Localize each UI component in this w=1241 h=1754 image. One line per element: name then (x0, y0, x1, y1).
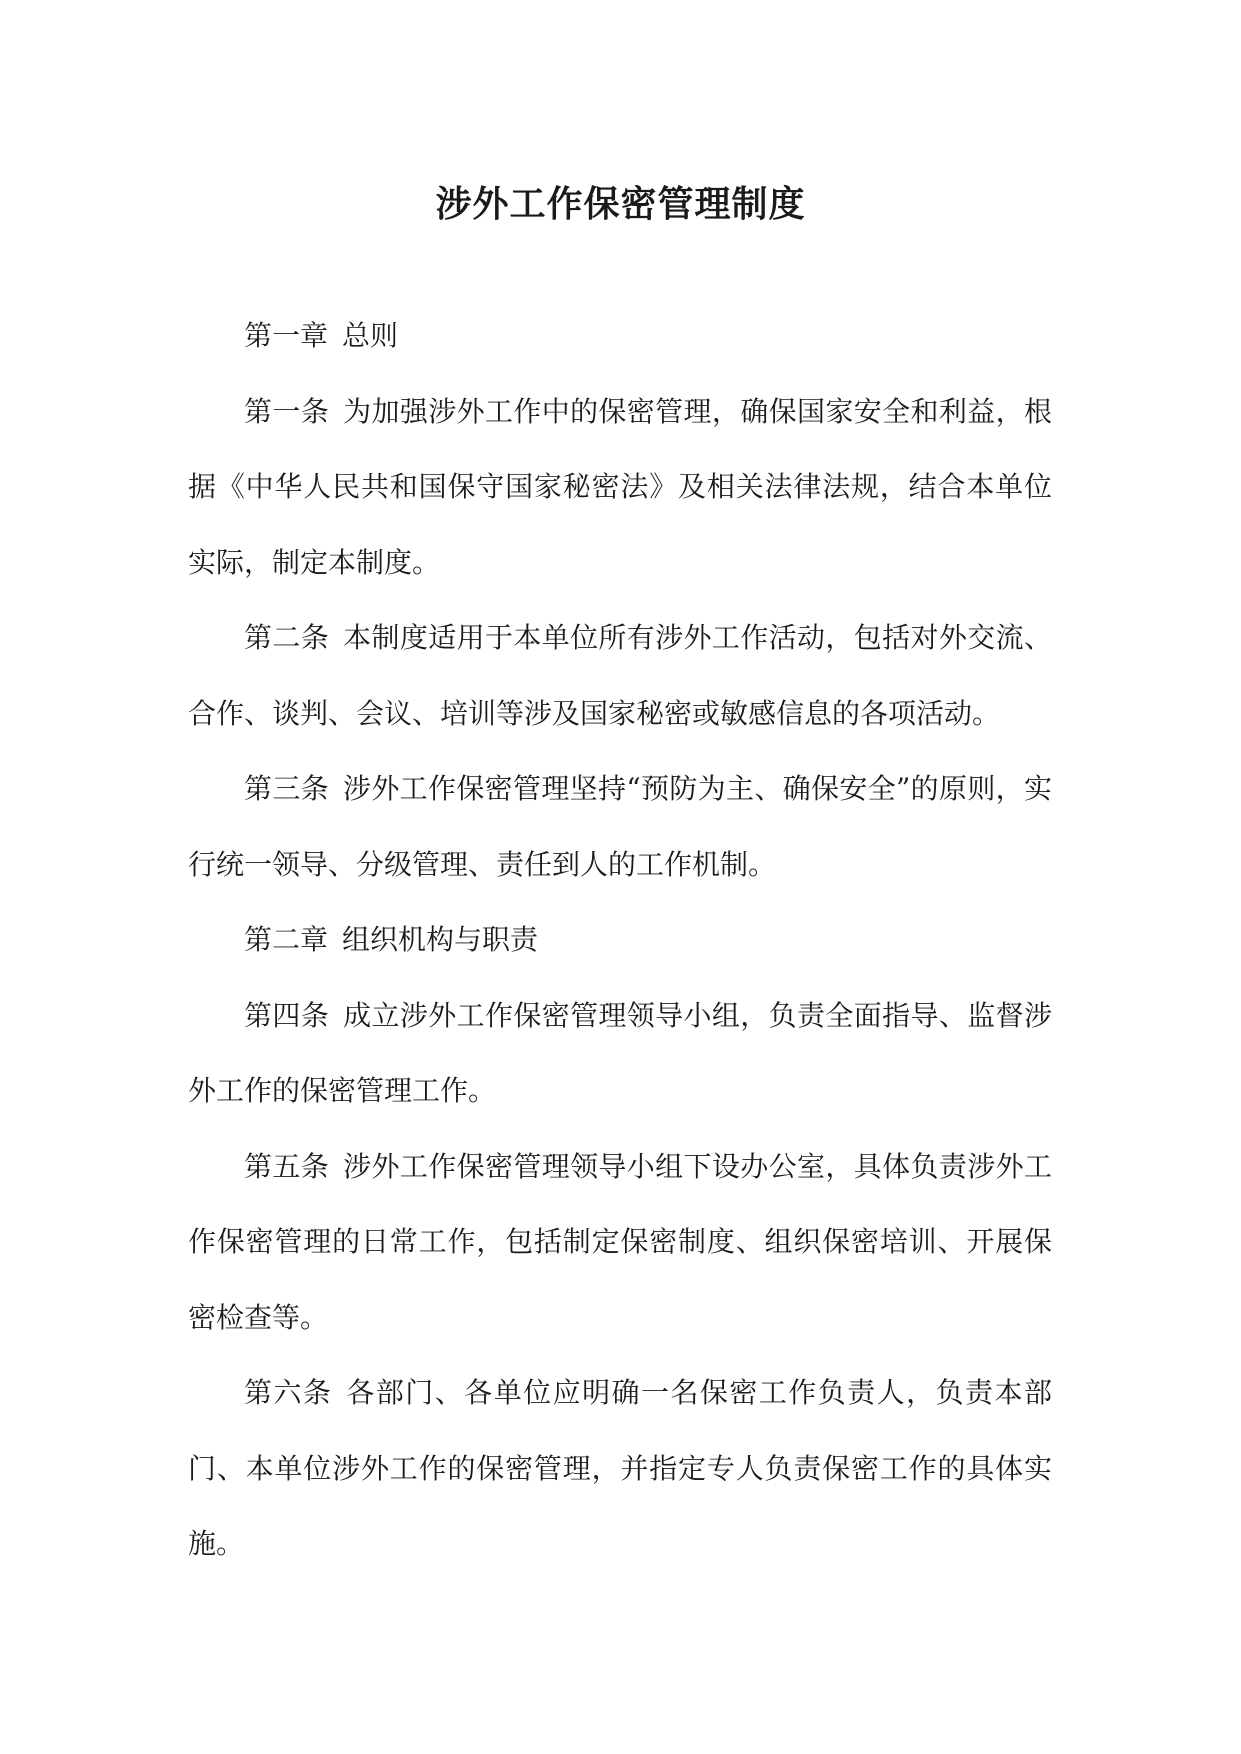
paragraph-text: 各部门、各单位应明确一名保密工作负责人，负责本部门、本单位涉外工作的保密管理，并指定专人负责保密工作的具体实施。 (188, 1376, 1052, 1560)
paragraph-text: 组织机构与职责 (342, 923, 539, 956)
paragraph-text: 涉外工作保密管理坚持“预防为主、确保安全”的原则，实行统一领导、分级管理、责任到人的工作机制。 (188, 772, 1052, 881)
article-paragraph (188, 1129, 1052, 1356)
paragraph-label: 第二章 (244, 923, 329, 956)
article-paragraph (188, 751, 1052, 902)
paragraph-label: 第四条 (244, 998, 330, 1032)
paragraph-text: 为加强涉外工作中的保密管理，确保国家安全和利益，根据《中华人民共和国保守国家秘密法》及相关法律法规，结合本单位实际，制定本制度。 (188, 394, 1052, 579)
paragraph-label: 第一章 (244, 319, 329, 352)
chapter-heading (188, 298, 1052, 374)
paragraph-label: 第三条 (244, 772, 330, 805)
article-paragraph (188, 978, 1052, 1129)
paragraph-text: 本制度适用于本单位所有涉外工作活动，包括对外交流、合作、谈判、会议、培训等涉及国家秘密或敏感信息的各项活动。 (188, 621, 1052, 730)
article-paragraph (188, 600, 1052, 751)
chapter-heading (188, 902, 1052, 978)
paragraph-label: 第二条 (244, 621, 330, 654)
document-body (188, 298, 1052, 1582)
paragraph-text: 涉外工作保密管理领导小组下设办公室，具体负责涉外工作保密管理的日常工作，包括制定保密制度、组织保密培训、开展保密检查等。 (188, 1149, 1052, 1334)
article-paragraph (188, 1355, 1052, 1582)
paragraph-label: 第五条 (244, 1149, 330, 1183)
document-title: 涉外工作保密管理制度 (435, 183, 806, 225)
article-paragraph (188, 374, 1052, 601)
paragraph-text: 总则 (342, 319, 399, 352)
paragraph-label: 第一条 (244, 394, 330, 428)
paragraph-label: 第六条 (244, 1376, 333, 1409)
paragraph-text: 成立涉外工作保密管理领导小组，负责全面指导、监督涉外工作的保密管理工作。 (188, 998, 1052, 1107)
